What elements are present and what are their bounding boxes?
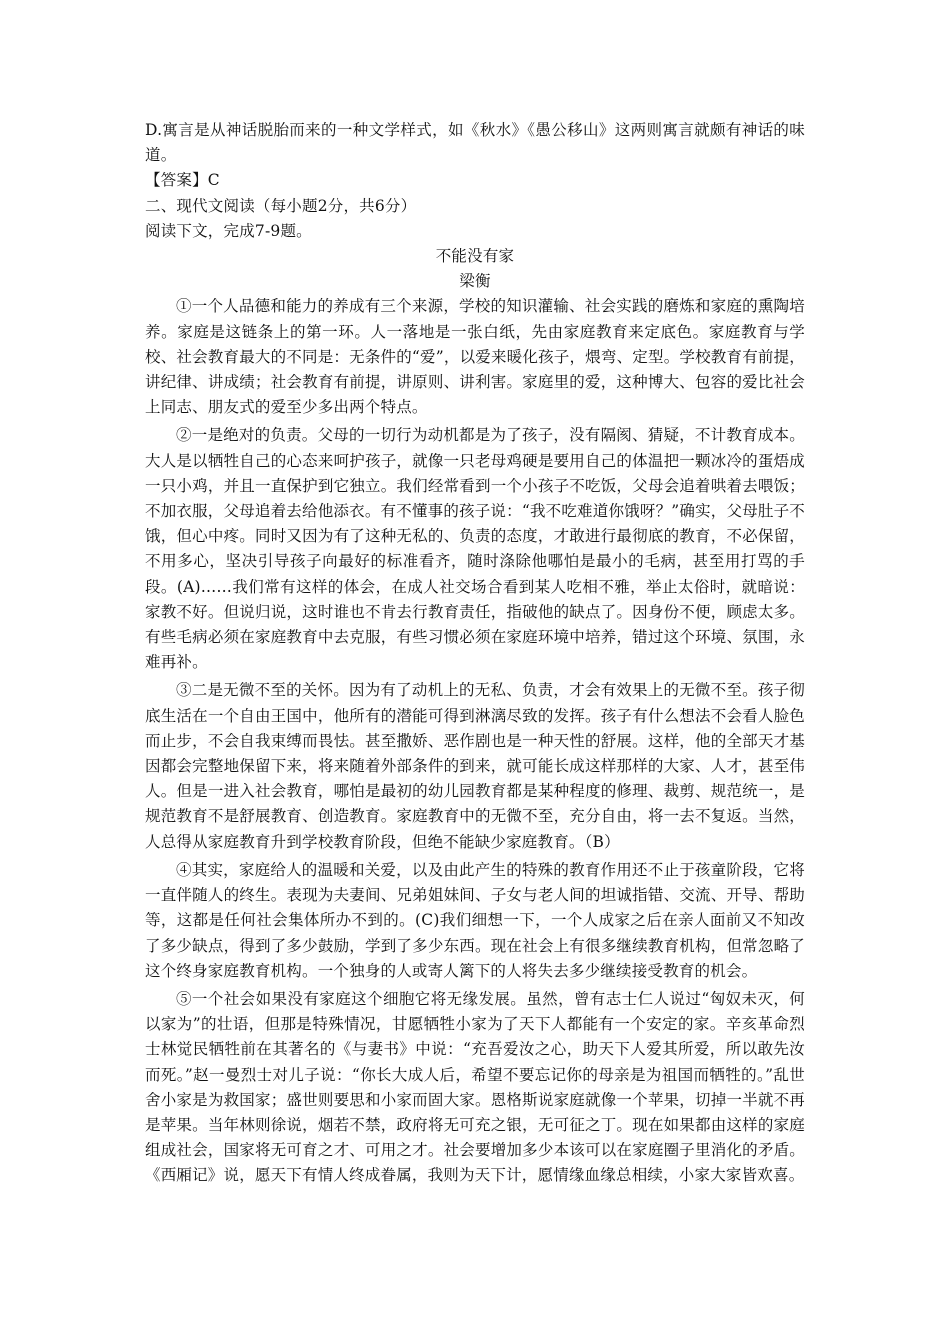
article-paragraph-3: ③二是无微不至的关怀。因为有了动机上的无私、负责，才会有效果上的无微不至。孩子彻底生活在一个自由王国中，他所有的潜能可得到淋漓尽致的发挥。孩子有什么想法不会看人脸色而止步，不会自我束缚而畏怯。甚至撒娇、恶作剧也是一种天性的舒展。这样，他的全部天才基因都会完整地保留下来，将来随着外部条件的到来，就可能长成这样那样的大家、人才，甚至伟人。但是一进入社会教育，哪怕是最初的幼儿园教育都是某种程度的修理、裁剪、规范统一，是规范教育不是舒展教育、创造教育。家庭教育中的无微不至，充分自由，将一去不复返。当然，人总得从家庭教育升到学校教育阶段，但绝不能缺少家庭教育。（B）	[145, 681, 805, 851]
document-page	[145, 118, 805, 1189]
question-option-d: D.寓言是从神话脱胎而来的一种文学样式，如《秋水》《愚公移山》这两则寓言就颇有神话的味道。	[145, 121, 805, 165]
article-author: 梁衡	[459, 272, 491, 291]
article-paragraph-2: ②一是绝对的负责。父母的一切行为动机都是为了孩子，没有隔阂、猜疑，不计教育成本。大人是以牺牲自己的心态来呵护孩子，就像一只老母鸡硬是要用自己的体温把一颗冰冷的蛋焐成一只小鸡，并且一直保护到它独立。我们经常看到一个小孩子不吃饭，父母会追着哄着去喂饭；不加衣服，父母追着去给他添衣。有不懂事的孩子说：“我不吃难道你饿呀？”确实，父母肚子不饿，但心中疼。同时又因为有了这种无私的、负责的态度，才敢进行最彻底的教育，不必保留，不用多心，坚决引导孩子向最好的标准看齐，随时涤除他哪怕是最小的毛病，甚至用打骂的手段。(A)……我们常有这样的体会，在成人社交场合看到某人吃相不雅，举止太俗时，就暗说：家教不好。但说归说，这时谁也不肯去行教育责任，指破他的缺点了。因身份不便，顾虑太多。有些毛病必须在家庭教育中去克服，有些习惯必须在家庭环境中培养，错过这个环境、氛围，永难再补。	[145, 426, 805, 672]
article-paragraph-5: ⑤一个社会如果没有家庭这个细胞它将无缘发展。虽然，曾有志士仁人说过“匈奴未灭，何以家为”的壮语，但那是特殊情况，甘愿牺牲小家为了天下人都能有一个安定的家。辛亥革命烈士林觉民牺牲前在其著名的《与妻书》中说：“充吾爱汝之心，助天下人爱其所爱，所以敢先汝而死。”赵一曼烈士对儿子说：“你长大成人后，希望不要忘记你的母亲是为祖国而牺牲的。”乱世舍小家是为救国家；盛世则要思和小家而固大家。恩格斯说家庭就像一个苹果，切掉一半就不再是苹果。当年林则徐说，烟若不禁，政府将无可充之银，无可征之丁。现在如果都由这样的家庭组成社会，国家将无可育之才、可用之才。社会要增加多少本该可以在家庭圈子里消化的矛盾。《西厢记》说，愿天下有情人终成眷属，我则为天下计，愿情缘血缘总相续，小家大家皆欢喜。	[145, 989, 805, 1185]
answer-line: 【答案】C	[145, 171, 220, 190]
reading-instruction: 阅读下文，完成7-9题。	[145, 221, 312, 240]
article-paragraph-1: ①一个人品德和能力的养成有三个来源，学校的知识灌输、社会实践的磨炼和家庭的熏陶培养。家庭是这链条上的第一环。人一落地是一张白纸，先由家庭教育来定底色。家庭教育与学校、社会教育最大的不同是：无条件的“爱”，以爱来暖化孩子，煨弯、定型。学校教育有前提，讲纪律、讲成绩；社会教育有前提，讲原则、讲利害。家庭里的爱，这种博大、包容的爱比社会上同志、朋友式的爱至少多出两个特点。	[145, 297, 805, 417]
article-title: 不能没有家	[435, 247, 515, 266]
article-paragraph-4: ④其实，家庭给人的温暖和关爱，以及由此产生的特殊的教育作用还不止于孩童阶段，它将一直伴随人的终生。表现为夫妻间、兄弟姐妹间、子女与老人间的坦诚指错、交流、开导、帮助等，这都是任何社会集体所办不到的。(C)我们细想一下，一个人成家之后在亲人面前又不知改了多少缺点，得到了多少鼓励，学到了多少东西。现在社会上有很多继续教育机构，但常忽略了这个终身家庭教育机构。一个独身的人或寄人篱下的人将失去多少继续接受教育的机会。	[145, 860, 805, 980]
section-heading: 二、现代文阅读（每小题2分，共6分）	[145, 196, 417, 215]
